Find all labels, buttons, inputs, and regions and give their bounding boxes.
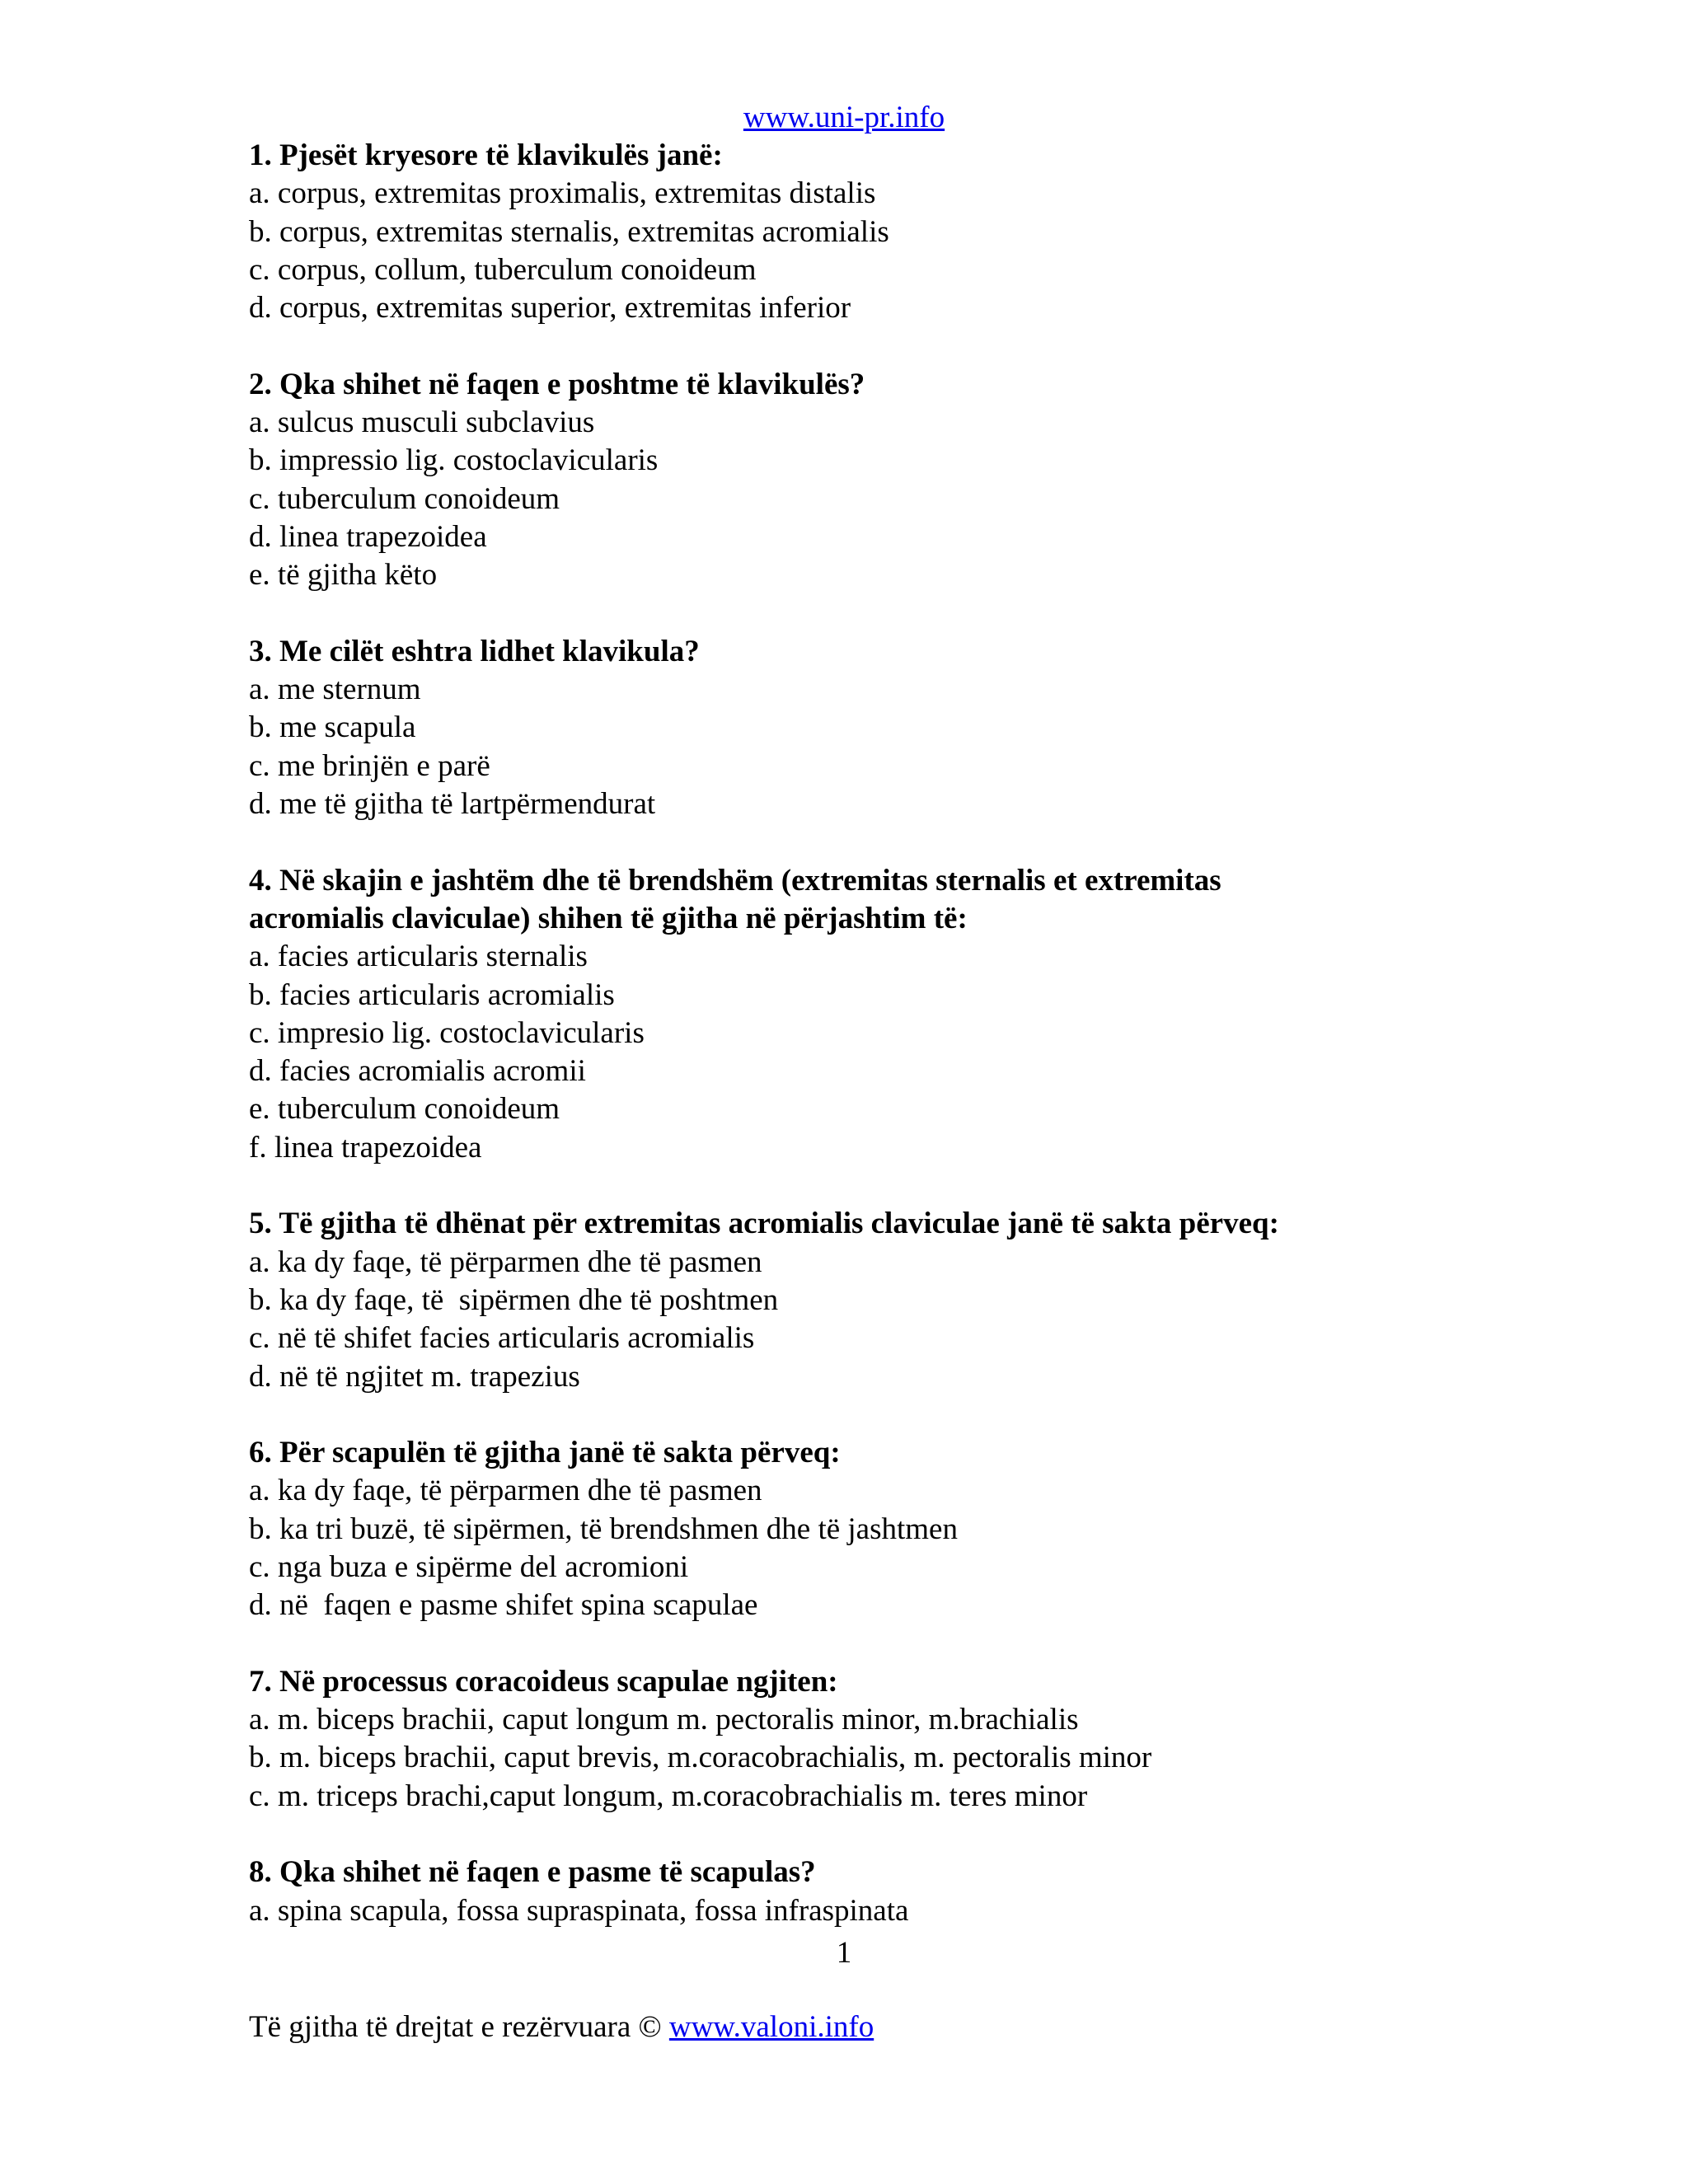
question-6 [249, 1434, 1485, 1624]
answer-option: d. linea trapezoidea [249, 519, 487, 554]
answer-option: b. ka dy faqe, të sipërmen dhe të poshtmen [249, 1282, 779, 1317]
footer [249, 2008, 874, 2046]
answer-option: b. facies articularis acromialis [249, 977, 615, 1012]
answer-option: a. corpus, extremitas proximalis, extremitas distalis [249, 176, 876, 211]
answer-option: b. m. biceps brachii, caput brevis, m.coracobrachialis, m. pectoralis minor [249, 1741, 1152, 1775]
question-1 [249, 137, 1485, 327]
answer-option: e. të gjitha këto [249, 558, 438, 593]
answer-option: c. corpus, collum, tuberculum conoideum [249, 252, 757, 287]
answer-option: a. ka dy faqe, të përparmen dhe të pasmen [249, 1244, 762, 1279]
answer-option: b. ka tri buzë, të sipërmen, të brendshmen dhe të jashtmen [249, 1511, 958, 1546]
question-3 [249, 633, 1485, 823]
answer-option: d. facies acromialis acromii [249, 1054, 586, 1089]
answer-option: d. në të ngjitet m. trapezius [249, 1359, 580, 1394]
question-title: 3. Me cilët eshtra lidhet klavikula? [249, 634, 700, 668]
question-list [249, 137, 1485, 1968]
answer-option: d. corpus, extremitas superior, extremitas inferior [249, 291, 851, 326]
answer-option: a. sulcus musculi subclavius [249, 405, 595, 440]
answer-option: c. impresio lig. costoclavicularis [249, 1015, 645, 1050]
header-link[interactable]: www.uni-pr.info [743, 101, 945, 134]
question-title: 8. Qka shihet në faqen e pasme të scapulas? [249, 1855, 816, 1890]
question-title-line: 4. Në skajin e jashtëm dhe të brendshëm (extremitas sternalis et extremitas [249, 863, 1221, 898]
question-2 [249, 366, 1485, 595]
answer-option: a. ka dy faqe, të përparmen dhe të pasmen [249, 1474, 762, 1508]
question-5 [249, 1205, 1485, 1395]
answer-option: e. tuberculum conoideum [249, 1092, 560, 1127]
question-title: 5. Të gjitha të dhënat për extremitas acromialis claviculae janë të sakta përveq: [249, 1207, 1279, 1241]
question-4 [249, 862, 1485, 1167]
header [0, 99, 1688, 137]
answer-option: a. spina scapula, fossa supraspinata, fossa infraspinata [249, 1893, 909, 1928]
footer-link[interactable]: www.valoni.info [668, 2010, 874, 2044]
answer-option: b. me scapula [249, 710, 416, 745]
answer-option: c. tuberculum conoideum [249, 481, 560, 516]
answer-option: a. facies articularis sternalis [249, 940, 588, 974]
answer-option: a. me sternum [249, 673, 421, 707]
answer-option: c. me brinjën e parë [249, 748, 490, 783]
question-title: 1. Pjesët kryesore të klavikulës janë: [249, 138, 723, 172]
answer-option: a. m. biceps brachii, caput longum m. pectoralis minor, m.brachialis [249, 1703, 1079, 1737]
copyright-text: Të gjitha të drejtat e rezërvuara © [249, 2010, 669, 2044]
question-title: 6. Për scapulën të gjitha janë të sakta përveq: [249, 1436, 841, 1470]
question-title: 2. Qka shihet në faqen e poshtme të klavikulës? [249, 367, 865, 401]
answer-option: b. impressio lig. costoclavicularis [249, 443, 659, 478]
answer-option: c. nga buza e sipërme del acromioni [249, 1549, 689, 1584]
answer-option: d. në faqen e pasme shifet spina scapulae [249, 1588, 758, 1623]
question-title: 7. Në processus coracoideus scapulae ngjiten: [249, 1664, 838, 1699]
answer-option: b. corpus, extremitas sternalis, extremitas acromialis [249, 214, 889, 249]
answer-option: d. me të gjitha të lartpërmendurat [249, 787, 656, 822]
answer-option: c. në të shifet facies articularis acromialis [249, 1321, 755, 1356]
question-title-line: acromialis claviculae) shihen të gjitha në përjashtim të: [249, 901, 968, 935]
answer-option: c. m. triceps brachi,caput longum, m.coracobrachialis m. teres minor [249, 1779, 1088, 1813]
question-8 [249, 1854, 1485, 1930]
answer-option: f. linea trapezoidea [249, 1130, 482, 1165]
question-7 [249, 1663, 1485, 1816]
page-number: 1 [836, 1936, 852, 1970]
